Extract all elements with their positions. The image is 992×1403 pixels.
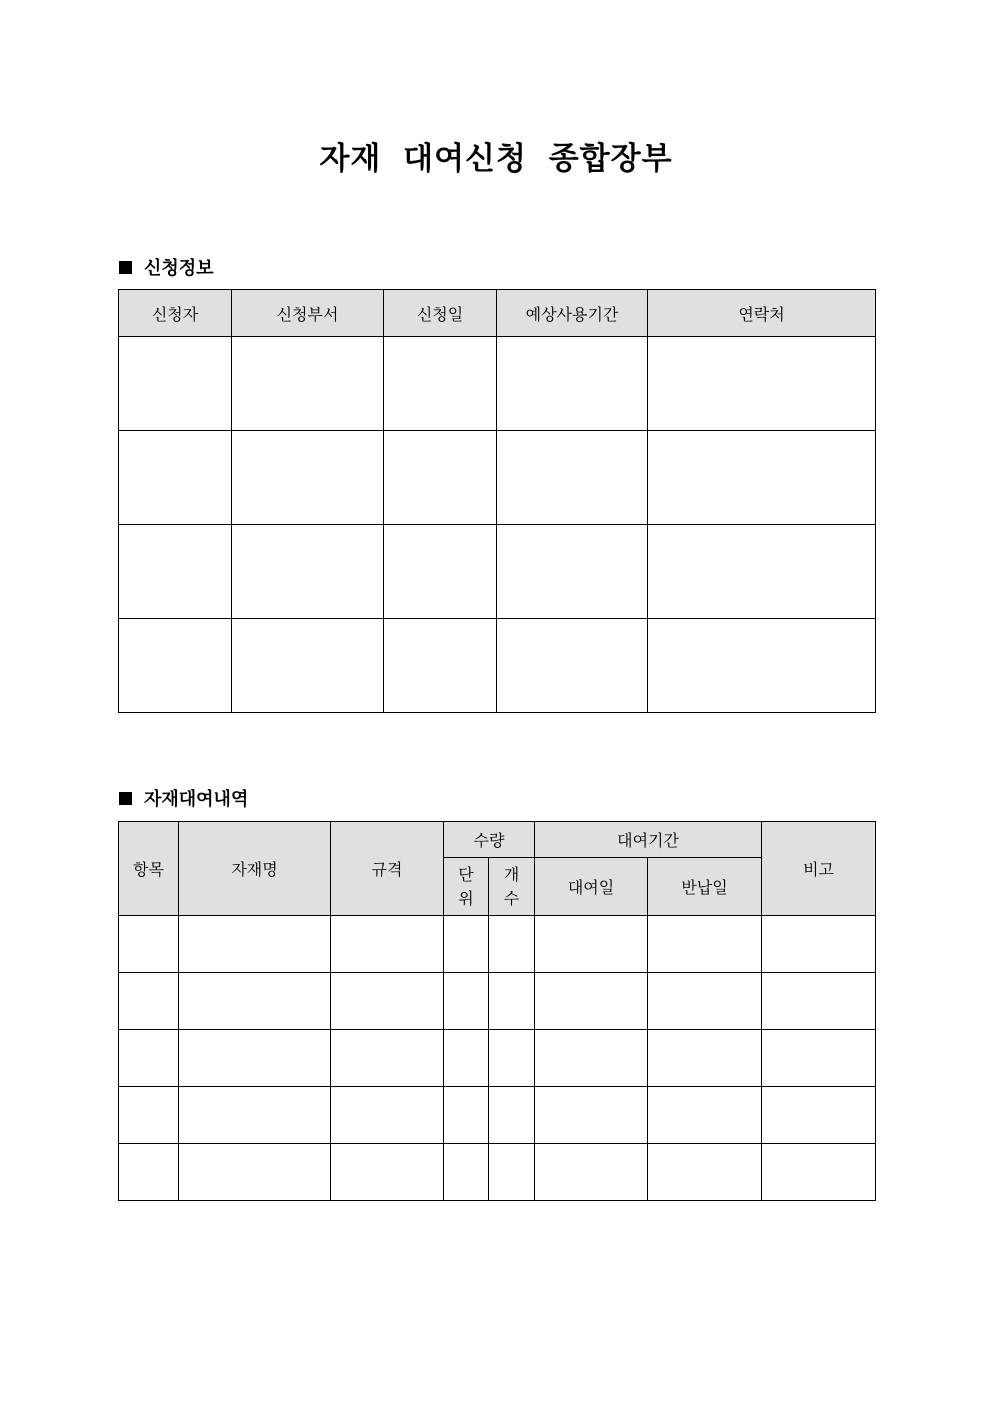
table-cell[interactable] — [648, 1087, 762, 1144]
header-contact: 연락처 — [648, 290, 876, 337]
table-header-row — [119, 290, 876, 337]
table-row — [119, 431, 876, 525]
square-bullet-icon — [119, 261, 132, 274]
header-quantity: 수량 — [444, 822, 535, 858]
table-row — [119, 1030, 876, 1087]
table-cell[interactable] — [489, 1144, 535, 1201]
table-cell[interactable] — [648, 1144, 762, 1201]
table-cell[interactable] — [331, 1144, 444, 1201]
table-cell[interactable] — [119, 337, 232, 431]
table-cell[interactable] — [384, 619, 497, 713]
table-row — [119, 619, 876, 713]
header-rent-date: 대여일 — [535, 858, 648, 916]
table-cell[interactable] — [648, 916, 762, 973]
table-cell[interactable] — [497, 525, 648, 619]
table-cell[interactable] — [489, 1087, 535, 1144]
section-heading-label: 자재대여내역 — [144, 789, 249, 810]
table-row — [119, 525, 876, 619]
table-cell[interactable] — [119, 1030, 179, 1087]
table-row — [119, 1144, 876, 1201]
table-cell[interactable] — [384, 337, 497, 431]
table-cell[interactable] — [119, 973, 179, 1030]
table-cell[interactable] — [489, 973, 535, 1030]
table-cell[interactable] — [648, 1030, 762, 1087]
table-cell[interactable] — [444, 1087, 489, 1144]
table-cell[interactable] — [119, 525, 232, 619]
table-cell[interactable] — [119, 1087, 179, 1144]
header-material-name: 자재명 — [179, 822, 331, 916]
table-cell[interactable] — [648, 619, 876, 713]
header-unit — [444, 858, 489, 916]
table-cell[interactable] — [444, 1144, 489, 1201]
table-cell[interactable] — [648, 431, 876, 525]
table-row — [119, 1087, 876, 1144]
table-cell[interactable] — [497, 337, 648, 431]
table-cell[interactable] — [179, 1087, 331, 1144]
table-cell[interactable] — [762, 973, 876, 1030]
table-cell[interactable] — [119, 1144, 179, 1201]
table-cell[interactable] — [444, 973, 489, 1030]
square-bullet-icon — [119, 792, 132, 805]
table-cell[interactable] — [119, 431, 232, 525]
header-count — [489, 858, 535, 916]
table-cell[interactable] — [179, 973, 331, 1030]
section-heading-label: 신청정보 — [144, 258, 214, 279]
header-count-line2: 수 — [503, 888, 520, 908]
table-row — [119, 916, 876, 973]
table-cell[interactable] — [232, 337, 384, 431]
table-cell[interactable] — [232, 431, 384, 525]
section-heading-application — [119, 254, 214, 280]
table-cell[interactable] — [179, 1144, 331, 1201]
table-cell[interactable] — [179, 1030, 331, 1087]
table-cell[interactable] — [119, 619, 232, 713]
application-info-table — [118, 289, 876, 713]
table-cell[interactable] — [444, 1030, 489, 1087]
header-count-line1: 개 — [503, 864, 520, 884]
table-header-row — [119, 822, 876, 858]
header-return-date: 반납일 — [648, 858, 762, 916]
table-cell[interactable] — [648, 973, 762, 1030]
table-cell[interactable] — [497, 431, 648, 525]
table-cell[interactable] — [762, 1144, 876, 1201]
table-cell[interactable] — [535, 1087, 648, 1144]
header-unit-line1: 단 — [458, 864, 474, 884]
table-cell[interactable] — [384, 525, 497, 619]
table-cell[interactable] — [489, 916, 535, 973]
table-cell[interactable] — [497, 619, 648, 713]
section-heading-rental — [119, 785, 248, 811]
document-title: 자재 대여신청 종합장부 — [319, 141, 673, 177]
table-row — [119, 337, 876, 431]
table-cell[interactable] — [762, 1087, 876, 1144]
header-department: 신청부서 — [232, 290, 384, 337]
header-note: 비고 — [762, 822, 876, 916]
table-cell[interactable] — [535, 1030, 648, 1087]
table-cell[interactable] — [444, 916, 489, 973]
header-applicant: 신청자 — [119, 290, 232, 337]
table-cell[interactable] — [119, 916, 179, 973]
table-cell[interactable] — [331, 1030, 444, 1087]
table-cell[interactable] — [232, 525, 384, 619]
header-expected-period: 예상사용기간 — [497, 290, 648, 337]
table-cell[interactable] — [489, 1030, 535, 1087]
table-cell[interactable] — [232, 619, 384, 713]
table-cell[interactable] — [331, 916, 444, 973]
table-cell[interactable] — [535, 973, 648, 1030]
table-cell[interactable] — [762, 916, 876, 973]
table-cell[interactable] — [535, 916, 648, 973]
table-cell[interactable] — [331, 1087, 444, 1144]
rental-details-table — [118, 821, 876, 1201]
header-application-date: 신청일 — [384, 290, 497, 337]
table-cell[interactable] — [648, 337, 876, 431]
table-cell[interactable] — [648, 525, 876, 619]
table-row — [119, 973, 876, 1030]
header-spec: 규격 — [331, 822, 444, 916]
table-cell[interactable] — [762, 1030, 876, 1087]
table-cell[interactable] — [535, 1144, 648, 1201]
header-item: 항목 — [119, 822, 179, 916]
table-cell[interactable] — [384, 431, 497, 525]
table-cell[interactable] — [179, 916, 331, 973]
header-unit-line2: 위 — [458, 888, 474, 908]
table-cell[interactable] — [331, 973, 444, 1030]
header-rental-period: 대여기간 — [535, 822, 762, 858]
